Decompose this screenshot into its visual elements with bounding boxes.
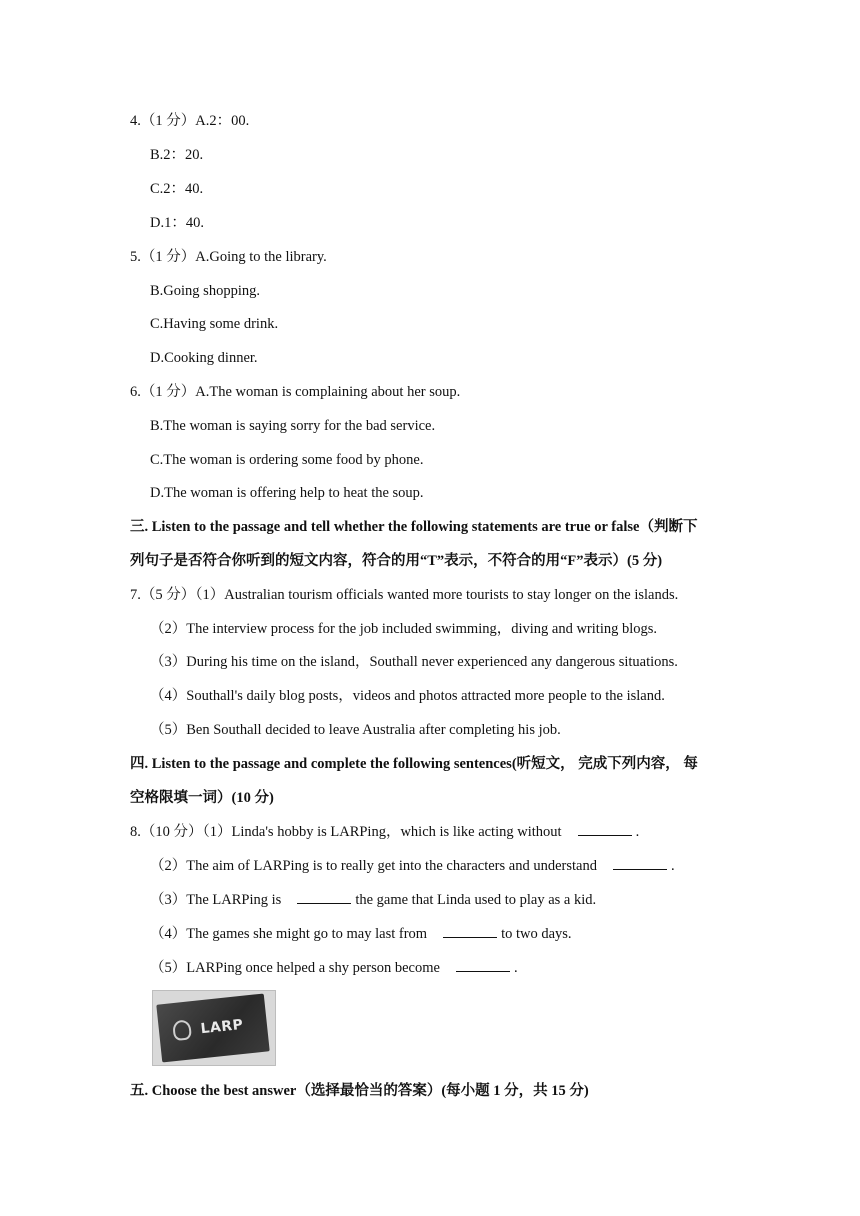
- sentence-3: （3）The LARPing is the game that Linda used to play as a kid.: [150, 889, 596, 910]
- question-number: 8.（10 分）: [130, 824, 203, 840]
- section-4-heading: 四. Listen to the passage and complete the following sentences(听短文， 完成下列内容， 每: [130, 756, 698, 772]
- answer-blank[interactable]: [456, 957, 510, 972]
- statement-4: （4）Southall's daily blog posts，videos and photos attracted more people to the island.: [150, 688, 665, 704]
- question-4: [130, 111, 249, 131]
- statement-1: （1）Australian tourism officials wanted more tourists to stay longer on the islands.: [195, 587, 679, 603]
- sentence-4: （4）The games she might go to may last from to two days.: [150, 923, 572, 944]
- larp-card-photo: [152, 990, 276, 1066]
- question-number: 7.（5 分）: [130, 587, 196, 603]
- option-d: D.1：40.: [150, 215, 204, 231]
- question-number: 5.（1 分）: [130, 249, 196, 265]
- question-7: [130, 585, 678, 605]
- statement-3: （3）During his time on the island，Southall never experienced any dangerous situations.: [150, 654, 678, 670]
- option-b: B.The woman is saying sorry for the bad service.: [150, 418, 436, 434]
- option-d: D.Cooking dinner.: [150, 350, 258, 366]
- statement-2: （2）The interview process for the job included swimming，diving and writing blogs.: [150, 621, 658, 637]
- option-c: C.The woman is ordering some food by phone.: [150, 452, 424, 468]
- option-b: B.Going shopping.: [150, 283, 260, 299]
- answer-blank[interactable]: [613, 855, 667, 870]
- question-8: 8.（10 分）（1）Linda's hobby is LARPing，which is like acting without .: [130, 821, 639, 842]
- option-a: A.2：00.: [195, 113, 250, 129]
- sentence-5: （5）LARPing once helped a shy person become .: [150, 957, 518, 978]
- answer-blank[interactable]: [443, 923, 497, 938]
- statement-5: （5）Ben Southall decided to leave Australia after completing his job.: [150, 722, 561, 738]
- option-a: A.The woman is complaining about her soup.: [195, 384, 461, 400]
- question-number: 4.（1 分）: [130, 113, 196, 129]
- question-number: 6.（1 分）: [130, 384, 196, 400]
- section-4-heading-cont: 空格限填一词）(10 分): [130, 790, 274, 806]
- larp-card: [156, 994, 269, 1063]
- logo-icon: [172, 1019, 192, 1041]
- option-c: C.2：40.: [150, 181, 204, 197]
- option-b: B.2：20.: [150, 147, 204, 163]
- section-5-heading: 五. Choose the best answer（选择最恰当的答案）(每小题 1 分，共 15 分): [130, 1083, 589, 1099]
- section-3-heading-cont: 列句子是否符合你听到的短文内容，符合的用“T”表示，不符合的用“F”表示）(5 分): [130, 553, 663, 569]
- option-a: A.Going to the library.: [195, 249, 327, 265]
- option-d: D.The woman is offering help to heat the soup.: [150, 485, 424, 501]
- sentence-1: （1）Linda's hobby is LARPing，which is like acting without: [202, 824, 562, 840]
- section-3-heading: 三. Listen to the passage and tell whether the following statements are true or false（判断下: [130, 519, 698, 535]
- question-5: [130, 247, 327, 267]
- answer-blank[interactable]: [297, 889, 351, 904]
- question-6: [130, 382, 460, 402]
- option-c: C.Having some drink.: [150, 316, 279, 332]
- card-text: LARP: [199, 1016, 245, 1038]
- sentence-2: （2）The aim of LARPing is to really get into the characters and understand .: [150, 855, 675, 876]
- answer-blank[interactable]: [578, 821, 632, 836]
